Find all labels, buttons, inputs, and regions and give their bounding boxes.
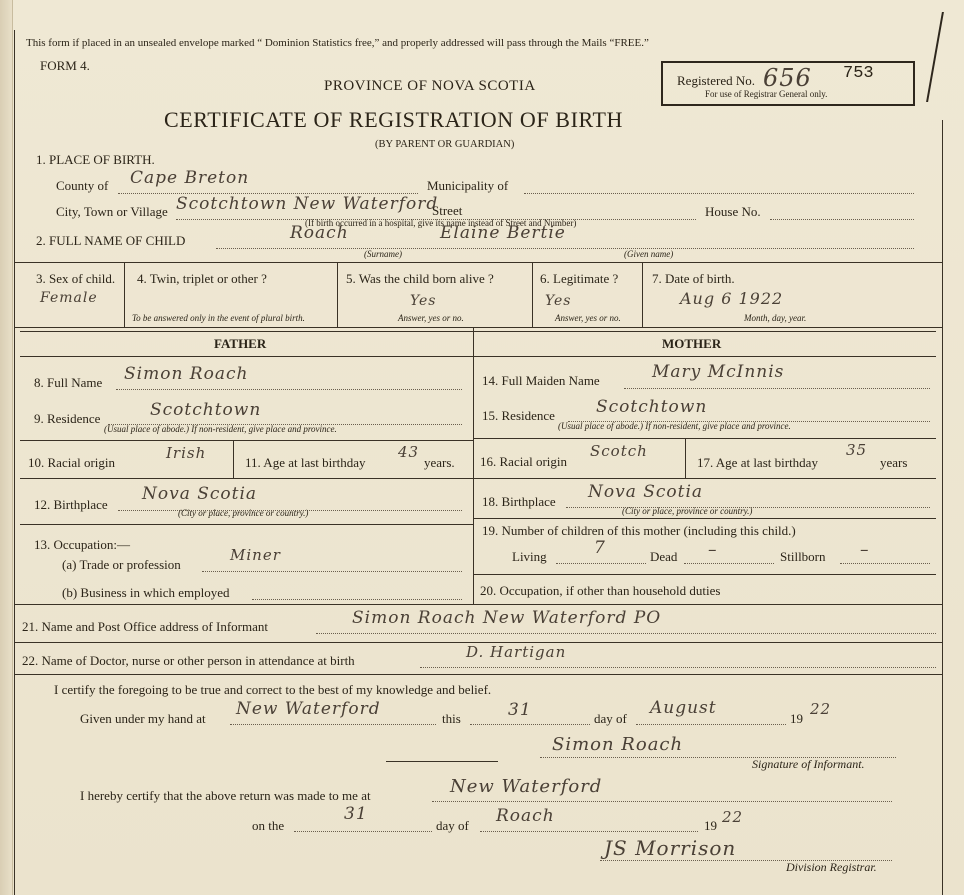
divider-4-5 — [337, 262, 338, 327]
year-prefix: 19 — [790, 711, 803, 726]
month2-value: Roach — [496, 806, 555, 826]
divider-5-6 — [532, 262, 533, 327]
registered-stamp: 753 — [843, 64, 874, 83]
certificate-title: CERTIFICATE OF REGISTRATION OF BIRTH — [164, 107, 623, 132]
doctor-value: D. Hartigan — [466, 643, 567, 661]
form-number: FORM 4. — [40, 58, 90, 73]
surname-note: (Surname) — [364, 249, 402, 259]
informant-signature: Simon Roach — [552, 734, 684, 755]
father-age-value: 43 — [398, 443, 420, 461]
father-racial-bottom — [20, 478, 473, 479]
county-label: County of — [56, 178, 109, 193]
this-day-value: 31 — [508, 700, 532, 720]
mother-racial-divider — [685, 438, 686, 478]
registrar-note: For use of Registrar General only. — [705, 89, 828, 99]
father-name-label: 8. Full Name — [34, 375, 103, 390]
signature-short-rule — [386, 761, 498, 762]
certify-top — [14, 674, 942, 675]
dob-value: Aug 6 1922 — [680, 289, 784, 308]
twin-label: 4. Twin, triplet or other ? — [137, 271, 267, 286]
informant-value: Simon Roach New Waterford PO — [352, 608, 662, 628]
stillborn-label: Stillborn — [780, 549, 826, 564]
father-name-line — [116, 389, 462, 390]
living-label: Living — [512, 549, 547, 564]
year2-value: 22 — [722, 808, 744, 826]
mother-heading-rule — [473, 356, 936, 357]
mother-years-label: years — [880, 455, 908, 470]
stillborn-value: – — [860, 540, 870, 560]
sex-label: 3. Sex of child. — [36, 271, 116, 286]
row3-top — [14, 262, 942, 263]
doctor-line — [420, 667, 936, 668]
province-heading: PROVINCE OF NOVA SCOTIA — [324, 78, 536, 94]
binding-edge — [0, 0, 13, 895]
right-border — [942, 120, 943, 895]
hospital-note: (If birth occurred in a hospital, give its name instead of Street and Number) — [305, 218, 577, 228]
place-of-birth-heading: 1. PLACE OF BIRTH. — [36, 152, 155, 167]
alive-value: Yes — [410, 293, 437, 309]
mother-name-value: Mary McInnis — [652, 362, 785, 382]
father-racial-top — [20, 440, 473, 441]
legit-value: Yes — [545, 293, 572, 309]
mother-heading: MOTHER — [662, 336, 722, 351]
certificate-subtitle: (BY PARENT OR GUARDIAN) — [375, 139, 515, 150]
child-name-label: 2. FULL NAME OF CHILD — [36, 233, 186, 248]
month-value: August — [650, 698, 717, 718]
given-place-value: New Waterford — [236, 699, 381, 719]
this-day-line — [470, 724, 590, 725]
mother-occupation-label: 20. Occupation, if other than household duties — [480, 583, 721, 598]
registrar-label: Division Registrar. — [786, 860, 877, 874]
father-age-label: 11. Age at last birthday — [245, 455, 366, 470]
trade-value: Miner — [230, 546, 281, 564]
mother-name-label: 14. Full Maiden Name — [482, 373, 600, 388]
father-heading: FATHER — [214, 336, 267, 351]
legit-label: 6. Legitimate ? — [540, 271, 619, 286]
doctor-label: 22. Name of Doctor, nurse or other person in attendance at birth — [22, 653, 355, 668]
mother-birthplace-label: 18. Birthplace — [482, 494, 556, 509]
father-racial-divider — [233, 440, 234, 478]
father-heading-rule — [20, 356, 473, 357]
father-birthplace-value: Nova Scotia — [142, 484, 258, 504]
registrar-signature: JS Morrison — [604, 836, 737, 860]
mother-age-label: 17. Age at last birthday — [697, 455, 818, 470]
certify-statement: I certify the foregoing to be true and correct to the best of my knowledge and belief. — [54, 682, 492, 697]
living-line — [556, 563, 646, 564]
living-value: 7 — [594, 538, 606, 558]
father-years-label: years. — [424, 455, 455, 470]
county-value: Cape Breton — [130, 168, 250, 188]
postal-notice: This form if placed in an unsealed envelope marked “ Dominion Statistics free,” and properly addressed will pass through the Mails “FREE.” — [26, 37, 649, 49]
alive-label: 5. Was the child born alive ? — [346, 271, 494, 286]
mother-residence-note: (Usual place of abode.) If non-resident, give place and province. — [558, 421, 791, 431]
street-label: Street — [432, 203, 463, 218]
informant-label: 21. Name and Post Office address of Informant — [22, 619, 268, 634]
on-the-label: on the — [252, 818, 285, 833]
child-name-line — [216, 248, 914, 249]
dead-value: – — [708, 540, 718, 560]
father-birthplace-note: (City or place, province or country.) — [178, 508, 309, 518]
year-value: 22 — [810, 700, 832, 718]
father-occ-top — [20, 524, 473, 525]
mother-occ-top — [473, 574, 936, 575]
child-surname: Roach — [290, 223, 349, 243]
mother-birthplace-value: Nova Scotia — [588, 482, 704, 502]
mother-racial-bottom — [473, 478, 936, 479]
day-of-label-2: day of — [436, 818, 469, 833]
municipality-line — [524, 193, 914, 194]
alive-note: Answer, yes or no. — [398, 313, 464, 323]
tick-mark — [904, 12, 944, 102]
this-label: this — [442, 711, 461, 726]
business-label: (b) Business in which employed — [62, 585, 230, 600]
parents-divider — [473, 327, 474, 604]
father-occupation-label: 13. Occupation:— — [34, 537, 131, 552]
house-number-label: House No. — [705, 204, 761, 219]
return-label: I hereby certify that the above return was made to me at — [80, 788, 371, 803]
children-count-label: 19. Number of children of this mother (including this child.) — [482, 523, 796, 538]
trade-label: (a) Trade or profession — [62, 557, 181, 572]
month2-line — [480, 831, 698, 832]
father-name-value: Simon Roach — [124, 364, 249, 384]
registered-label: Registered No. — [677, 73, 755, 88]
dead-line — [684, 563, 774, 564]
twin-note: To be answered only in the event of plural birth. — [132, 313, 305, 323]
mother-age-value: 35 — [846, 441, 868, 459]
mother-racial-label: 16. Racial origin — [480, 454, 568, 469]
dob-note: Month, day, year. — [744, 313, 807, 323]
signature-label: Signature of Informant. — [752, 757, 865, 771]
father-birthplace-label: 12. Birthplace — [34, 497, 108, 512]
city-value: Scotchtown New Waterford — [176, 194, 439, 214]
return-place-value: New Waterford — [450, 776, 603, 797]
dead-label: Dead — [650, 549, 678, 564]
given-name-note: (Given name) — [624, 249, 674, 259]
registration-box — [661, 61, 915, 106]
mother-racial-value: Scotch — [590, 442, 648, 460]
month-line — [636, 724, 786, 725]
dob-label: 7. Date of birth. — [652, 271, 735, 286]
municipality-label: Municipality of — [427, 178, 509, 193]
mother-name-line — [624, 388, 930, 389]
mother-residence-value: Scotchtown — [596, 397, 708, 417]
father-racial-value: Irish — [166, 444, 207, 462]
stillborn-line — [840, 563, 930, 564]
city-label: City, Town or Village — [56, 204, 168, 219]
year2-prefix: 19 — [704, 818, 717, 833]
divider-6-7 — [642, 262, 643, 327]
mother-birthplace-note: (City or place, province or country.) — [622, 506, 753, 516]
left-border — [14, 30, 15, 895]
mother-residence-label: 15. Residence — [482, 408, 555, 423]
father-residence-label: 9. Residence — [34, 411, 101, 426]
informant-line — [316, 633, 936, 634]
on-day-value: 31 — [344, 804, 368, 824]
business-line — [252, 599, 462, 600]
day-of-label: day of — [594, 711, 627, 726]
father-racial-label: 10. Racial origin — [28, 455, 116, 470]
on-day-line — [294, 831, 432, 832]
legit-note: Answer, yes or no. — [555, 313, 621, 323]
given-under-label: Given under my hand at — [80, 711, 206, 726]
informant-top — [14, 604, 942, 605]
given-place-line — [230, 724, 436, 725]
house-line — [770, 219, 914, 220]
return-place-line — [432, 801, 892, 802]
mother-racial-top — [473, 438, 936, 439]
father-residence-note: (Usual place of abode.) If non-resident, give place and province. — [104, 424, 337, 434]
child-given-name: Elaine Bertie — [440, 223, 566, 243]
sex-value: Female — [40, 290, 98, 306]
father-residence-value: Scotchtown — [150, 400, 262, 420]
divider-3-4 — [124, 262, 125, 327]
parents-inner-top — [20, 331, 936, 332]
mother-children-top — [473, 518, 936, 519]
row3-bottom — [14, 327, 942, 328]
trade-line — [202, 571, 462, 572]
registered-number: 656 — [763, 64, 812, 92]
